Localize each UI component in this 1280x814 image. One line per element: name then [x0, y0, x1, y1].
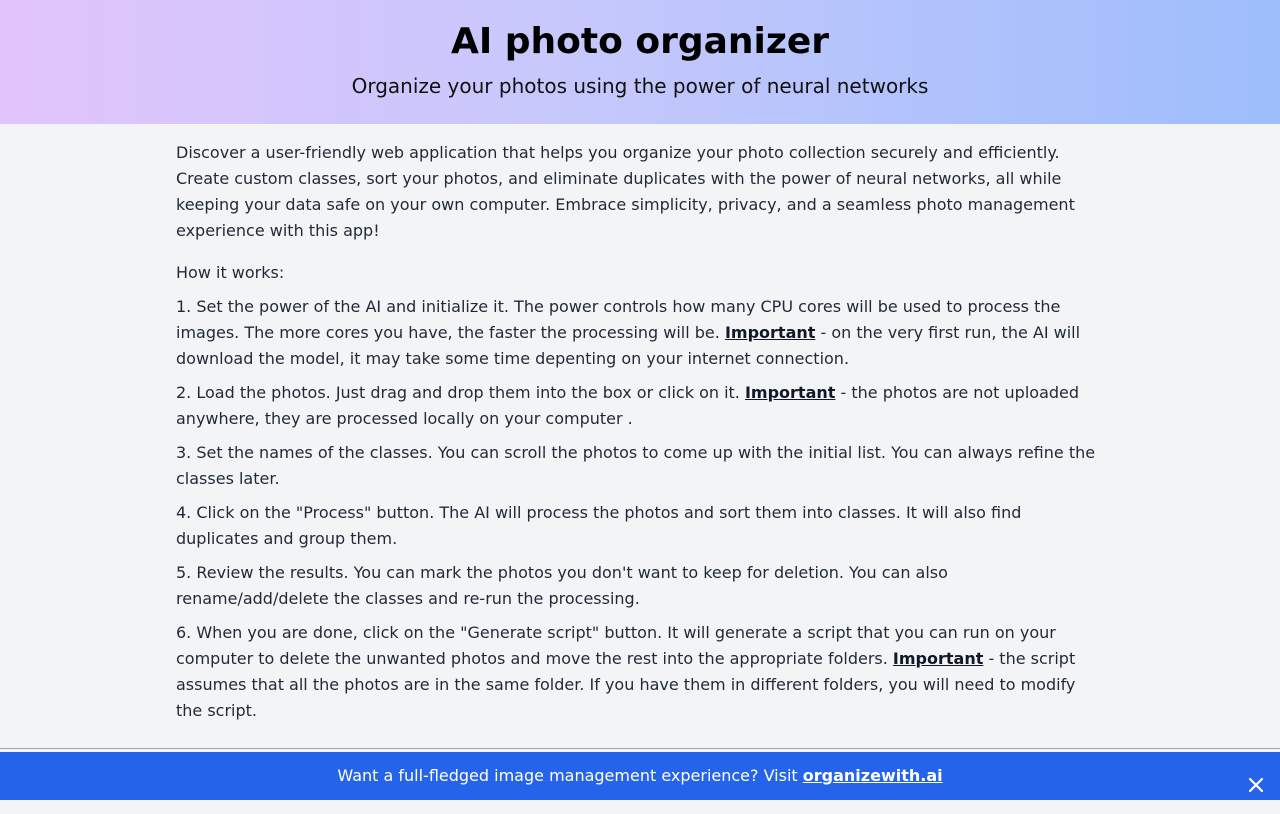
important-label: Important — [892, 649, 984, 668]
banner-text: Want a full-fledged image management experience? Visit — [337, 766, 803, 785]
step-1-text: 1. Set the power of the AI and initialize it. The power controls how many CPU cores will be used to process the images. The more cores you have, the faster the processing will be. — [176, 297, 1061, 342]
divider — [0, 748, 1280, 749]
how-it-works-heading: How it works: — [176, 263, 285, 282]
page-subtitle: Organize your photos using the power of neural networks — [351, 74, 929, 98]
step-2-text-cont: - the photos are not uploaded anywhere, they are processed locally on your computer . — [176, 383, 1080, 428]
page-title: AI photo organizer — [450, 21, 830, 62]
step-1 — [176, 294, 1104, 372]
close-icon[interactable] — [1246, 766, 1266, 786]
step-2 — [176, 380, 1104, 432]
important-label: Important — [724, 323, 816, 342]
step-5: 5. Review the results. You can mark the photos you don't want to keep for deletion. You can also rename/add/delete the classes and re-run the processing. — [176, 563, 948, 608]
important-label: Important — [744, 383, 836, 402]
step-1-text-cont: - on the very first run, the AI will download the model, it may take some time depenting on your internet connection. — [176, 323, 1081, 368]
banner-link[interactable]: organizewith.ai — [802, 766, 943, 785]
main-content — [176, 124, 1104, 724]
step-6 — [176, 620, 1104, 724]
step-6-text: 6. When you are done, click on the "Generate script" button. It will generate a script that you can run on your computer to delete the unwanted photos and move the rest into the appropriate folders. — [176, 623, 1056, 668]
step-2-text: 2. Load the photos. Just drag and drop them into the box or click on it. — [176, 383, 745, 402]
step-3: 3. Set the names of the classes. You can scroll the photos to come up with the initial list. You can always refine the classes later. — [176, 443, 1096, 488]
hero-header — [0, 0, 1280, 124]
step-6-text-cont: - the script assumes that all the photos are in the same folder. If you have them in different folders, you will need to modify the script. — [176, 649, 1076, 720]
step-4: 4. Click on the "Process" button. The AI will process the photos and sort them into classes. It will also find duplicates and group them. — [176, 503, 1022, 548]
promo-banner — [0, 752, 1280, 800]
intro-paragraph: Discover a user-friendly web application that helps you organize your photo collection securely and efficiently. Create custom classes, sort your photos, and eliminate duplicates with the power of neural networks, all while keeping your data safe on your own computer. Embrace simplicity, privacy, and a seamless photo management experience with this app! — [176, 143, 1075, 240]
